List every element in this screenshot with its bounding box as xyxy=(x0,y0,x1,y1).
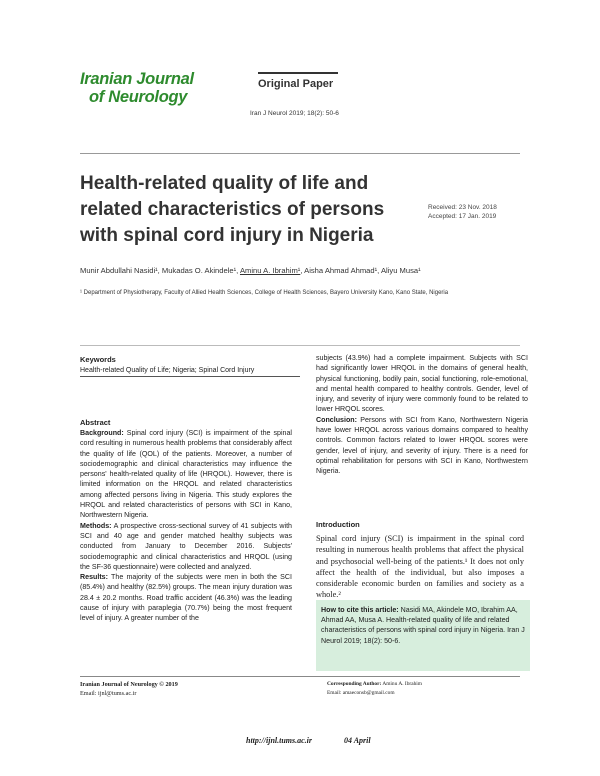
abstract-background: Background: Spinal cord injury (SCI) is impairment of the spinal cord resulting in numerous health problems that considerably affect the quality of life (QOL) of the patients. Moreover, a number of sociodemographic and clinical characteristics may influence the persons' health-related quality of life (HRQOL). However, there is limited information on the HRQOL and related characteristics among affected persons living in Nigeria. This study explores the HRQOL and related characteristics of persons with SCI in Kano, Northwestern Nigeria. xyxy=(80,429,292,520)
section-divider xyxy=(80,345,520,346)
keywords-heading: Keywords xyxy=(80,355,116,364)
accepted-date: Accepted: 17 Jan. 2019 xyxy=(428,213,497,220)
journal-logo xyxy=(80,70,194,106)
footer-date: 04 April xyxy=(344,736,371,745)
introduction-heading: Introduction xyxy=(316,520,360,529)
dates xyxy=(428,203,497,221)
how-to-cite-box xyxy=(316,600,530,671)
abstract-conclusion: Conclusion: Persons with SCI from Kano, Northwestern Nigeria have lower HRQOL across various domains compared to healthy controls. Common factors related to lower HRQOL scores were gender, level of injury, and severity of injury. There is a need for optimal rehabilitation for persons with SCI in Kano, Northwestern Nigeria. xyxy=(316,415,528,476)
affiliation: ¹ Department of Physiotherapy, Faculty of Allied Health Sciences, College of Health Sciences, Bayero University Kano, Kano State, Nigeria xyxy=(80,290,449,296)
abstract-results: Results: The majority of the subjects were men in both the SCI (85.4%) and healthy (82.5%) groups. The mean injury duration was 28.4 ± 20.2 months. Road traffic accident (46.3%) was the leading cause of injury with paraplegia (70.7%) being the most frequent level of injury. A greater number of the xyxy=(80,573,292,623)
footer-divider xyxy=(80,676,520,677)
footer-journal-info xyxy=(80,680,178,698)
corresponding-author-link[interactable]: Aminu A. Ibrahim¹ xyxy=(239,266,301,275)
journal-url-link[interactable]: http://ijnl.tums.ac.ir xyxy=(246,736,313,745)
author-list xyxy=(80,266,421,275)
abstract-results-continued: subjects (43.9%) had a complete impairment. Subjects with SCI had significantly lower HRQOL in the domains of general health, physical functioning, bodily pain, social functioning, role-emotional, and mental health compared to healthy controls. Gender, level of injury, and severity of injury were commonly found to be related to lower HRQOL scores. xyxy=(316,354,528,414)
journal-title-line2: of Neurology xyxy=(89,88,188,106)
footer-email[interactable]: Email: ijnl@tums.ac.ir xyxy=(80,690,137,697)
abstract-right-column xyxy=(316,353,528,477)
journal-title-line1: Iranian Journal xyxy=(80,70,194,88)
authors-part1: Munir Abdullahi Nasidi¹, Mukadas O. Akindele¹, xyxy=(80,266,240,275)
article-type-rule xyxy=(258,72,338,74)
footer-corresponding xyxy=(327,680,422,698)
abstract-methods: Methods: A prospective cross-sectional survey of 41 subjects with SCI and 40 age and gender matched healthy subjects was conducted from January to December 2016. Subjects' sociodemographic and clinical characteristics and HRQOL (using the SF-36 questionnaire) were collected and analyzed. xyxy=(80,521,292,571)
corresponding-email[interactable]: Email: amaeconsb@gmail.com xyxy=(327,690,395,696)
footer-copyright: Iranian Journal of Neurology © 2019 xyxy=(80,681,178,688)
authors-part2: , Aisha Ahmad Ahmad¹, Aliyu Musa¹ xyxy=(300,266,421,275)
article-type: Original Paper xyxy=(258,78,334,90)
received-date: Received: 23 Nov. 2018 xyxy=(428,204,497,211)
abstract-heading: Abstract xyxy=(80,418,111,427)
article-title: Health-related quality of life and related characteristics of persons with spinal cord injury in Nigeria xyxy=(80,173,385,246)
how-to-cite-text: Nasidi MA, Akindele MO, Ibrahim AA, Ahmad AA, Musa A. Health-related quality of life and related characteristics of persons with spinal cord injury in Nigeria. Iran J Neurol 2019; 18(2): 50-6. xyxy=(321,606,525,645)
abstract-left-column xyxy=(80,428,292,624)
how-to-cite-label: How to cite this article: xyxy=(321,606,399,614)
header-divider xyxy=(80,153,520,154)
keywords-text: Health-related Quality of Life; Nigeria; Spinal Cord Injury xyxy=(80,367,300,377)
introduction-text: Spinal cord injury (SCI) is impairment in the spinal cord resulting in numerous health problems that affect the physical and psychosocial well-being of the patients.¹ It does not only affect the health of the individual, but also imposes a considerable economic burden on families and society as a whole.² xyxy=(316,534,524,600)
corresponding-name: Aminu A. Ibrahim xyxy=(381,681,422,687)
corresponding-label: Corresponding Author: xyxy=(327,681,382,687)
journal-citation: Iran J Neurol 2019; 18(2): 50-6 xyxy=(250,110,339,117)
